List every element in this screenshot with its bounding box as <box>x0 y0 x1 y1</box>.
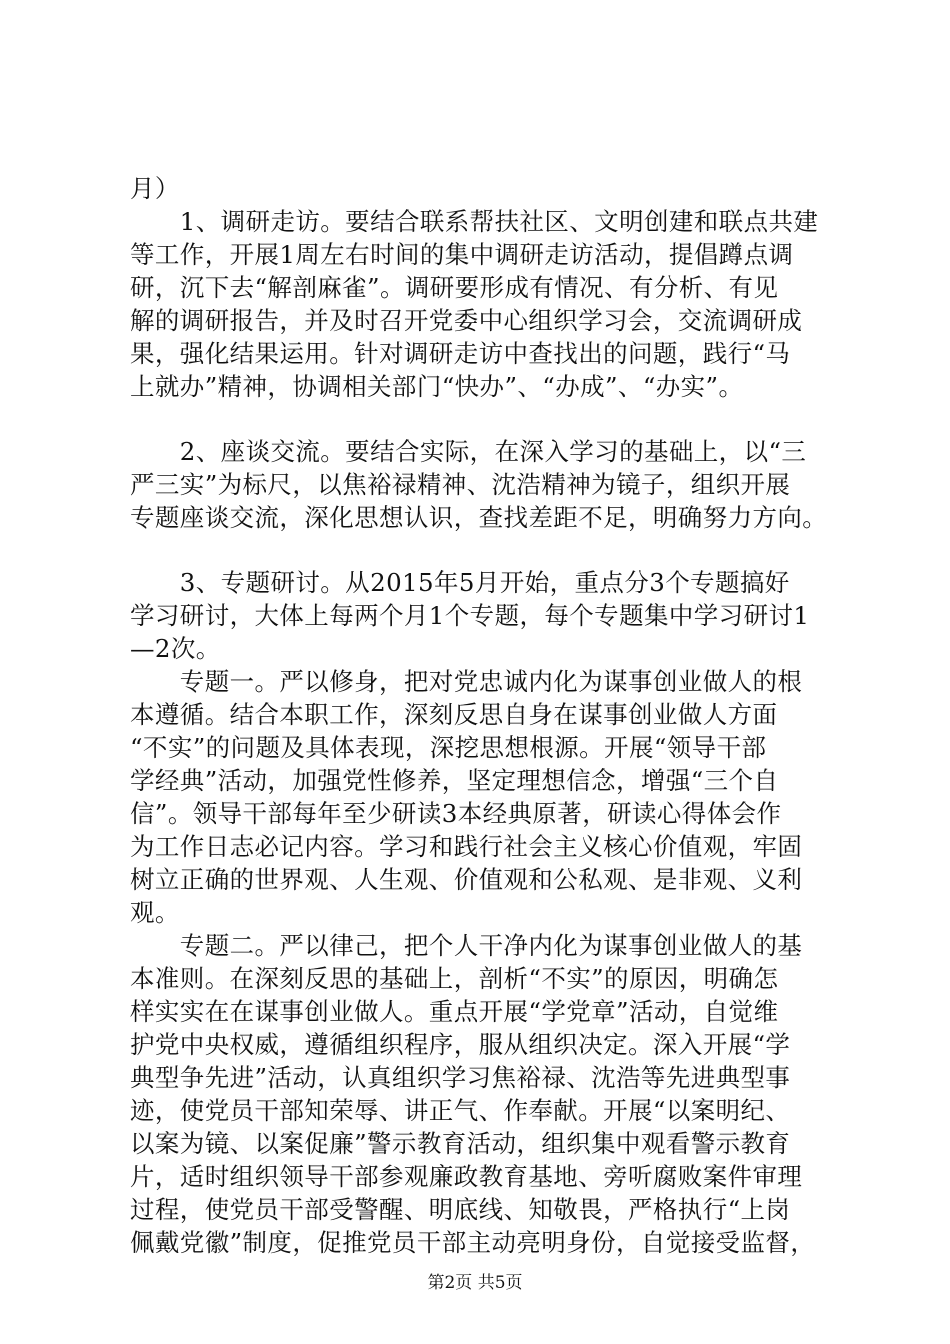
text-line: 迹，使党员干部知荣辱、讲正气、作奉献。开展“以案明纪、 <box>130 1096 791 1125</box>
text-line: 专题二。严以律己，把个人干净内化为谋事创业做人的基 <box>130 931 803 960</box>
text-line: 树立正确的世界观、人生观、价值观和公私观、是非观、义利 <box>130 865 803 894</box>
text-line: 信”。领导干部每年至少研读3本经典原著，研读心得体会作 <box>130 799 782 828</box>
page-footer: 第2页 共5页 <box>427 1273 523 1293</box>
text-line: 护党中央权威，遵循组织程序，服从组织决定。深入开展“学 <box>130 1030 791 1059</box>
text-line: —2次。 <box>130 634 221 663</box>
text-line: 佩戴党徽”制度，促推党员干部主动亮明身份，自觉接受监督， <box>130 1228 816 1257</box>
text-line: “不实”的问题及具体表现，深挖思想根源。开展“领导干部 <box>130 733 767 762</box>
text-line: 观。 <box>130 898 180 927</box>
text-line: 果，强化结果运用。针对调研走访中查找出的问题，践行“马 <box>130 339 791 368</box>
text-line: 本遵循。结合本职工作，深刻反思自身在谋事创业做人方面 <box>130 700 778 729</box>
text-line: 样实实在在谋事创业做人。重点开展“学党章”活动，自觉维 <box>130 997 779 1026</box>
text-line: 3、专题研讨。从2015年5月开始，重点分3个专题搞好 <box>130 568 790 597</box>
text-line: 典型争先进”活动，认真组织学习焦裕禄、沈浩等先进典型事 <box>130 1063 791 1092</box>
text-line: 等工作，开展1周左右时间的集中调研走访活动，提倡蹲点调 <box>130 240 794 269</box>
text-line: 上就办”精神，协调相关部门“快办”、“办成”、“办实”。 <box>130 372 744 401</box>
text-line: 专题一。严以修身，把对党忠诚内化为谋事创业做人的根 <box>130 667 803 696</box>
text-line: 学经典”活动，加强党性修养，坚定理想信念，增强“三个自 <box>130 766 779 795</box>
text-line: 以案为镜、以案促廉”警示教育活动，组织集中观看警示教育 <box>130 1129 791 1158</box>
text-line: 2、座谈交流。要结合实际，在深入学习的基础上，以“三 <box>130 437 807 466</box>
text-line: 为工作日志必记内容。学习和践行社会主义核心价值观，牢固 <box>130 832 803 861</box>
text-line: 月） <box>130 174 180 203</box>
text-line: 片，适时组织领导干部参观廉政教育基地、旁听腐败案件审理 <box>130 1162 803 1191</box>
text-line: 1、调研走访。要结合联系帮扶社区、文明创建和联点共建 <box>130 207 819 236</box>
text-line: 本准则。在深刻反思的基础上，剖析“不实”的原因，明确怎 <box>130 964 779 993</box>
text-line: 学习研讨，大体上每两个月1个专题，每个专题集中学习研讨1 <box>130 601 810 630</box>
text-line: 解的调研报告，并及时召开党委中心组织学习会，交流调研成 <box>130 306 803 335</box>
text-line: 研，沉下去“解剖麻雀”。调研要形成有情况、有分析、有见 <box>130 273 779 302</box>
text-line: 过程，使党员干部受警醒、明底线、知敬畏，严格执行“上岗 <box>130 1195 791 1224</box>
text-line: 专题座谈交流，深化思想认识，查找差距不足，明确努力方向。 <box>130 503 828 532</box>
text-line: 严三实”为标尺，以焦裕禄精神、沈浩精神为镜子，组织开展 <box>130 470 791 499</box>
